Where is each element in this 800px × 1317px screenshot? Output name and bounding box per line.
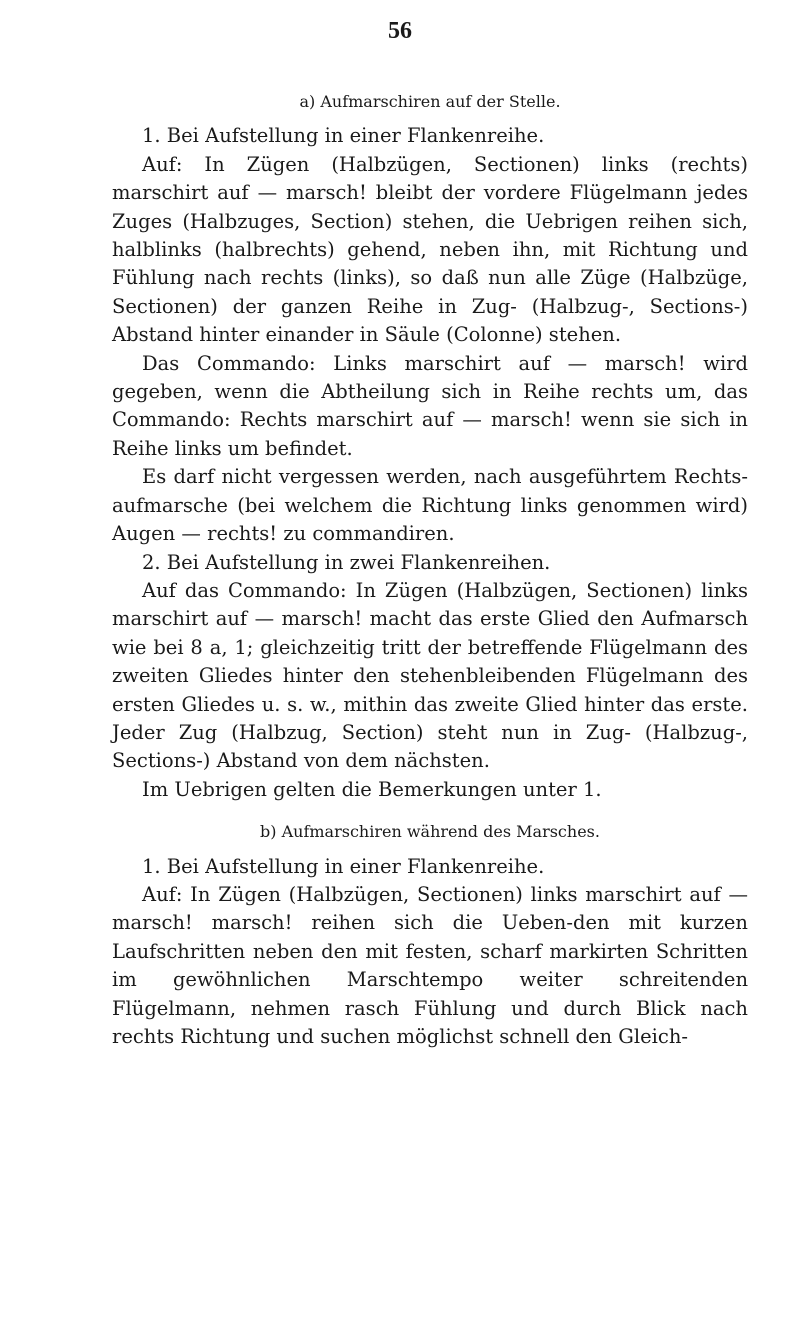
section-a-item1-paragraph2: Das Commando: Links marschirt auf — marsch! wird gegeben, wenn die Abtheilung sich in Reihe rechts um, das Commando: Rechts marschirt auf — marsch! wenn sie sich in Reihe links um befindet. — [112, 351, 748, 460]
section-b-heading: b) Aufmarschiren während des Marsches. — [260, 822, 600, 842]
section-gap — [112, 804, 748, 812]
section-a-item1-paragraph1: Auf: In Zügen (Halbzügen, Sectionen) links (rechts) marschirt auf — marsch! bleibt der vordere Flügelmann jedes Zuges (Halbzuges, Section) stehen, die Uebrigen reihen sich, halblinks (halbrechts) gehend, neben ihn, mit Richtung und Fühlung nach rechts (links), so daß nun alle Züge (Halbzüge, Sectionen) der ganzen Reihe in Zug- (Halbzug-, Sections-) Abstand hinter einander in Säule (Colonne) stehen. — [112, 152, 748, 347]
page-body — [112, 82, 748, 1051]
section-b-item1-paragraph1: Auf: In Zügen (Halbzügen, Sectionen) links marschirt auf — marsch! marsch! reihen sich die Ueben-den mit kurzen Laufschritten neben den mit festen, scharf markirten Schritten im gewöhnlichen Marschtempo weiter schreitenden Flügelmann, nehmen rasch Fühlung und durch Blick nach rechts Richtung und suchen möglichst schnell den Gleich- — [112, 882, 748, 1048]
section-a-item2-title: 2. Bei Aufstellung in zwei Flankenreihen. — [142, 550, 551, 574]
page-number: 56 — [388, 18, 412, 44]
section-a-item1-paragraph3: Es darf nicht vergessen werden, nach ausgeführtem Rechts-aufmarsche (bei welchem die Richtung links genommen wird) Augen — rechts! zu commandiren. — [112, 465, 748, 546]
section-b-item1-title: 1. Bei Aufstellung in einer Flankenreihe. — [142, 854, 545, 878]
section-a-item2-paragraph2: Im Uebrigen gelten die Bemerkungen unter 1. — [142, 777, 602, 801]
section-a-heading: a) Aufmarschiren auf der Stelle. — [299, 92, 561, 111]
section-a-item2-paragraph1: Auf das Commando: In Zügen (Halbzügen, Sectionen) links marschirt auf — marsch! macht das erste Glied den Aufmarsch wie bei 8 a, 1; gleichzeitig tritt der betreffende Flügelmann des zweiten Gliedes hinter den stehenbleibenden Flügelmann des ersten Gliedes u. s. w., mithin das zweite Glied hinter das erste. Jeder Zug (Halbzug, Section) steht nun in Zug- (Halbzug-, Sections-) Abstand von dem nächsten. — [112, 578, 748, 773]
section-a-item1-title: 1. Bei Aufstellung in einer Flankenreihe. — [142, 124, 545, 148]
